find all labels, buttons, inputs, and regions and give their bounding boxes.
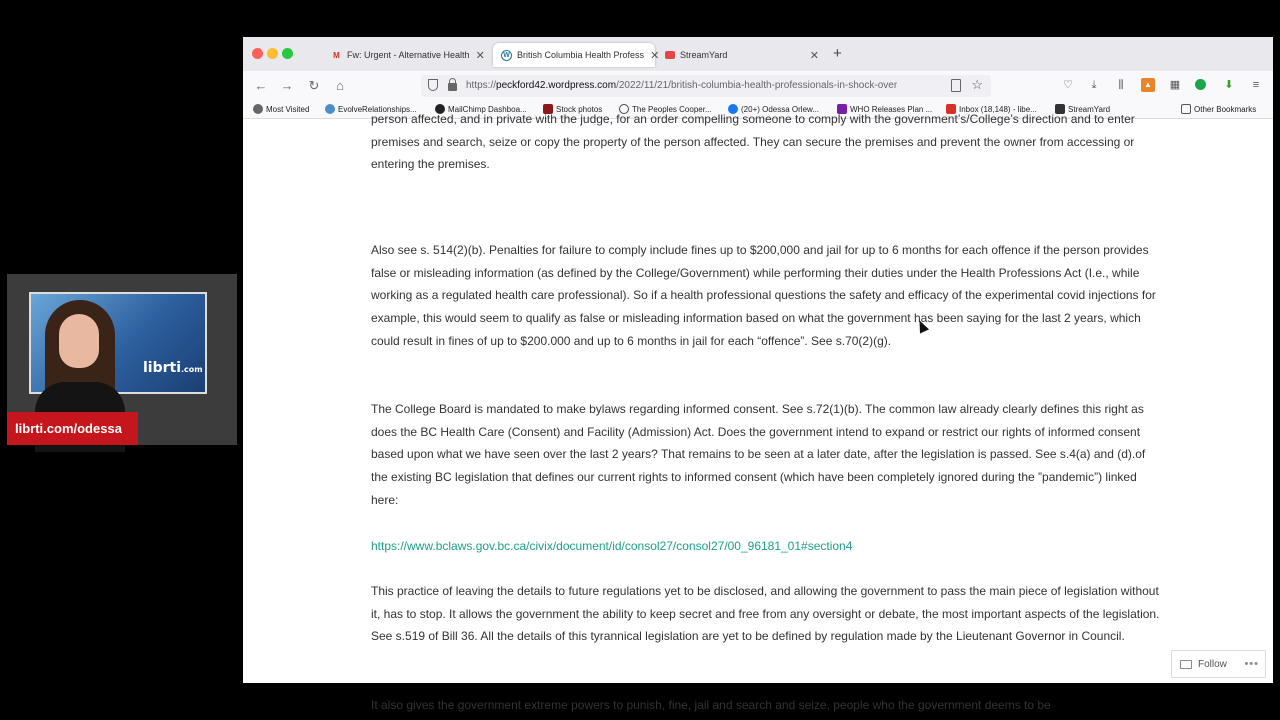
webcam-overlay xyxy=(7,274,237,445)
back-arrow-icon[interactable]: ← xyxy=(254,78,268,93)
reload-icon[interactable]: ↻ xyxy=(308,78,320,93)
zoom-window-button[interactable] xyxy=(282,48,293,59)
other-bookmarks[interactable] xyxy=(1181,104,1256,114)
bookmark-label: WHO Releases Plan ... xyxy=(850,104,933,114)
bookmark-label: Most Visited xyxy=(266,104,310,114)
bookmark-label: EvolveRelationships... xyxy=(338,104,417,114)
tab-wordpress-article[interactable] xyxy=(493,43,660,67)
wordpress-icon: W xyxy=(501,50,512,61)
page-content xyxy=(243,112,1273,712)
navigation-bar xyxy=(243,71,1273,101)
globe-icon xyxy=(325,104,335,114)
close-tab-icon[interactable]: ✕ xyxy=(475,49,485,62)
bookmark-most-visited[interactable] xyxy=(253,104,309,114)
logo-text: librti xyxy=(143,360,182,376)
bookmark-label: Inbox (18,148) - libe... xyxy=(959,104,1037,114)
close-tab-icon[interactable]: ✕ xyxy=(809,49,819,62)
bookmark-star-icon[interactable]: ☆ xyxy=(971,77,983,92)
new-tab-button[interactable]: + xyxy=(833,45,842,62)
tab-title: Fw: Urgent - Alternative Health xyxy=(347,50,470,60)
reader-view-icon[interactable] xyxy=(951,79,961,92)
bookmark-label: (20+) Odessa Orlew... xyxy=(741,104,820,114)
reader-follow-icon xyxy=(1180,660,1192,669)
presenter-face xyxy=(59,314,99,368)
extension-green-icon[interactable] xyxy=(1195,79,1206,90)
minimize-window-button[interactable] xyxy=(267,48,278,59)
follow-button[interactable] xyxy=(1171,650,1266,678)
paragraph-regulations: This practice of leaving the details to future regulations yet to be disclosed, and allowing the government to pass the main piece of legislation without it, has to stop. It allows the government the ability to keep secret and free from any oversight or debate, the most important aspects of the legislation. See s.519 of Bill 36. All the details of this tyrannical legislation are yet to be defined by regulation made by the Lieutenant Governor in Council. xyxy=(371,584,1160,644)
pocket-icon[interactable]: ♡ xyxy=(1063,79,1073,91)
paragraph-extreme-powers: It also gives the government extreme powers to punish, fine, jail and search and seize, people who the government deems to be xyxy=(371,698,1051,712)
extension-icon[interactable]: ▲ xyxy=(1141,78,1155,92)
tab-bar xyxy=(243,37,1273,71)
paragraph-link xyxy=(371,535,1161,558)
url-prefix: https:// xyxy=(466,80,497,91)
paragraph-penalties: Also see s. 514(2)(b). Penalties for failure to comply include fines up to $200,000 and jail for up to 6 months for each offence if the person provides false or misleading information (as defined by the College/Government) while performing their duties under the Health Professions Act (I.e., while working as a regulated health care professional). So if a health professional questions the safety and efficacy of the experimental covid injections for example, this would seem to qualify as false or misleading information based on what the government has been saying for the last 2 years, which could result in fines of up to $200.000 and up to 6 months in jail for each “offence”. See s.70(2)(g). xyxy=(371,243,1156,348)
bookmark-label: The Peoples Cooper... xyxy=(632,104,712,114)
other-bookmarks-label: Other Bookmarks xyxy=(1194,104,1257,114)
close-tab-icon[interactable]: ✕ xyxy=(650,49,660,62)
gmail-icon: M xyxy=(333,50,340,60)
bclaws-link[interactable]: https://www.bclaws.gov.bc.ca/civix/document/id/consol27/consol27/00_96181_01#section4 xyxy=(371,539,853,553)
library-icon[interactable]: ⫼ xyxy=(1118,79,1124,91)
paragraph-informed-consent: The College Board is mandated to make bylaws regarding informed consent. See s.72(1)(b). The common law already clearly defines this right as does the BC Health Care (Consent) and Facility (Admission) Act. Does the government intend to expand or restrict our rights of informed consent based upon what we have seen over the last 2 years? That remains to be seen at a later date, after the legislation is passed. See s.4(a) and (d).of the existing BC legislation that defines our current rights to informed consent (which have been completely ignored during the ”pandemic”) linked here: xyxy=(371,402,1146,507)
tab-gmail[interactable] xyxy=(323,43,491,67)
extension-download-icon[interactable]: ⬇ xyxy=(1224,79,1234,91)
url-text[interactable] xyxy=(466,80,941,91)
logo-suffix: .com xyxy=(181,365,203,374)
address-bar[interactable] xyxy=(421,75,991,97)
streamyard-icon xyxy=(665,51,675,59)
gear-icon xyxy=(253,104,263,114)
home-icon[interactable]: ⌂ xyxy=(336,78,344,93)
url-path: /2022/11/21/british-columbia-health-professionals-in-shock-over xyxy=(616,80,898,91)
close-window-button[interactable] xyxy=(252,48,263,59)
browser-window xyxy=(243,37,1273,712)
extension-grid-icon[interactable]: ▦ xyxy=(1169,79,1181,91)
more-options-icon[interactable]: ••• xyxy=(1244,658,1259,670)
tab-streamyard[interactable] xyxy=(657,43,827,67)
download-icon[interactable]: ⤓ xyxy=(1091,79,1097,91)
menu-icon[interactable]: ≡ xyxy=(1252,79,1260,91)
forward-arrow-icon[interactable]: → xyxy=(280,78,294,93)
folder-icon xyxy=(1181,104,1191,114)
tab-title: StreamYard xyxy=(680,50,728,60)
url-host: peckford42.wordpress.com xyxy=(496,80,617,91)
librti-logo xyxy=(143,360,203,376)
paragraph-search-seize: person affected, and in private with the judge, for an order compelling someone to comply with the government’s/College’s direction and to enter premises and search, seize or copy the property of the person affected. They can secure the premises and prevent the owner from accessing or entering the premises. xyxy=(371,112,1135,172)
bookmark-label: StreamYard xyxy=(1068,104,1111,114)
tab-title: British Columbia Health Profess xyxy=(517,50,645,60)
bookmark-label: MailChimp Dashboa... xyxy=(448,104,527,114)
presenter-label: librti.com/odessa xyxy=(7,412,138,445)
bookmark-label: Stock photos xyxy=(556,104,603,114)
lock-icon[interactable] xyxy=(448,83,457,91)
follow-label: Follow xyxy=(1198,658,1227,670)
tracking-shield-icon[interactable] xyxy=(428,79,438,91)
